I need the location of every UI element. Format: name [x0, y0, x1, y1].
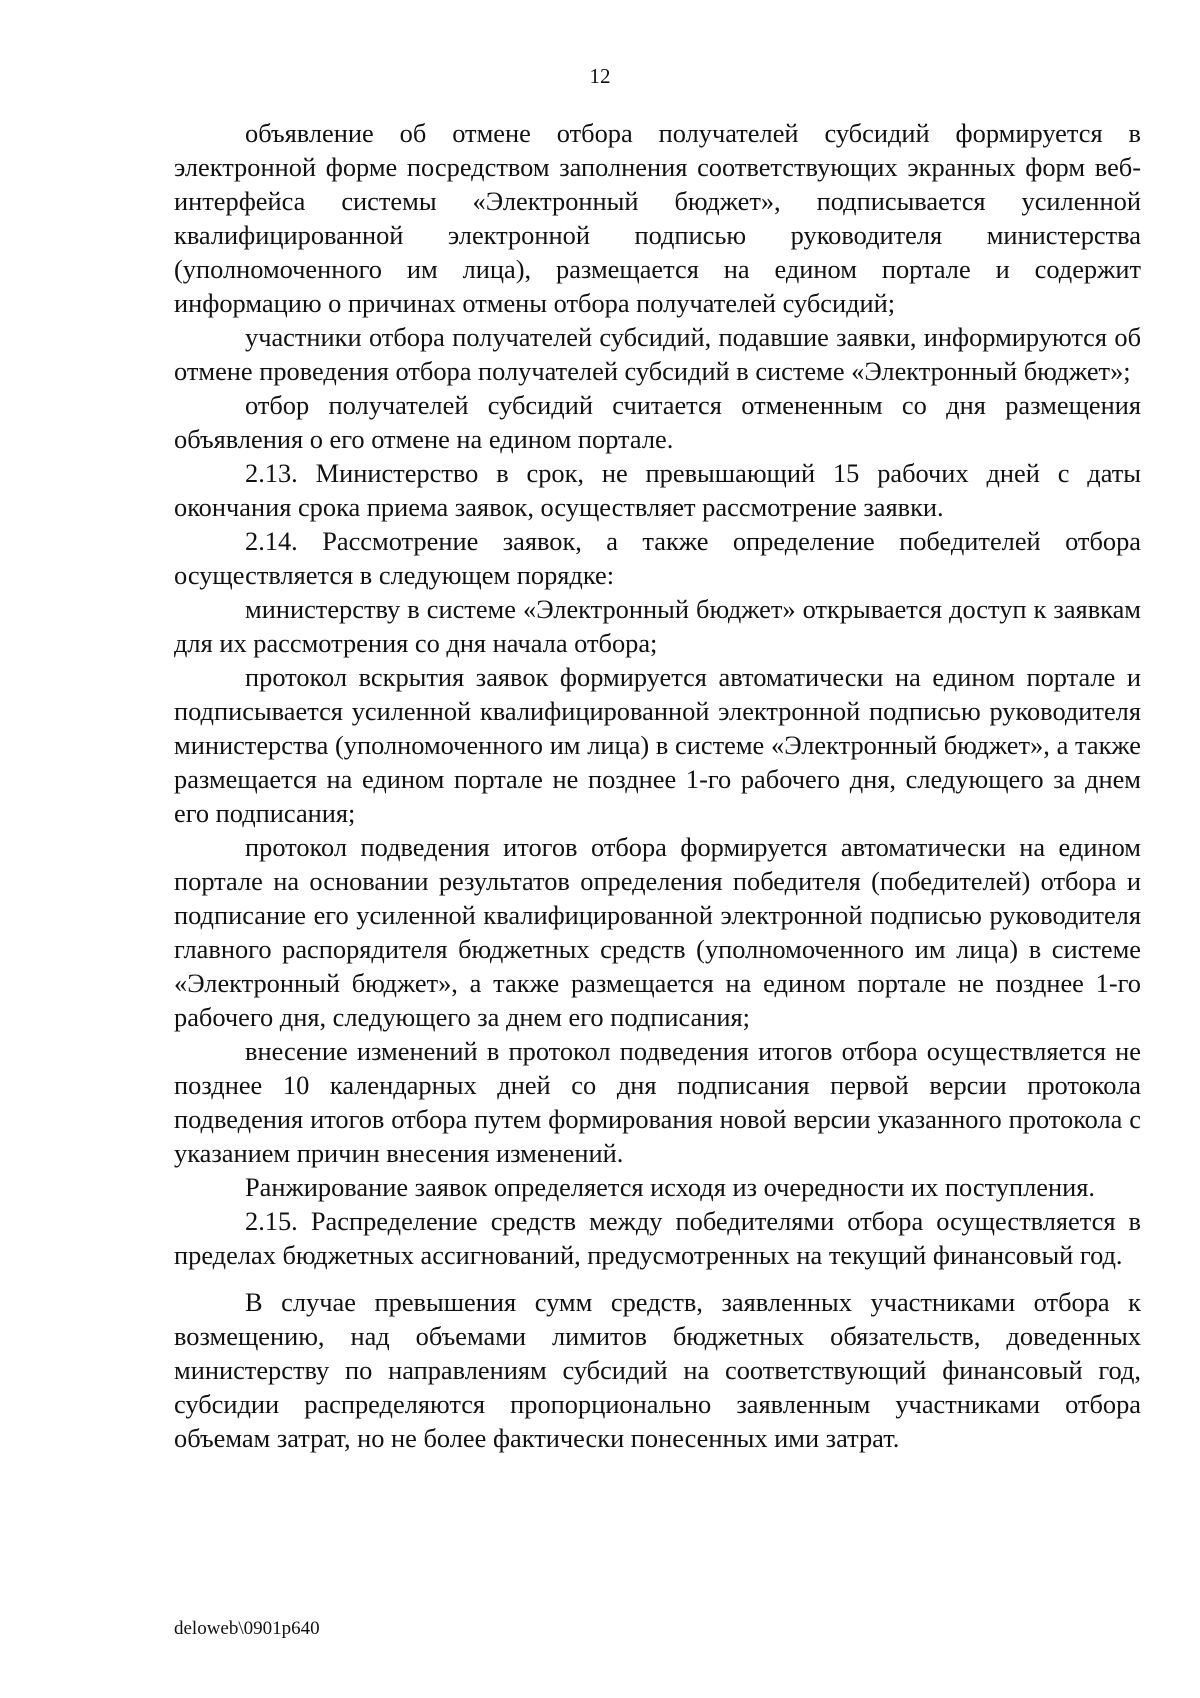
paragraph-cancellation-notice: объявление об отмене отбора получателей субсидий формируется в электронной форме посредством заполнения соответствующих экранных форм веб-интерфейса системы «Электронный бюджет», подписывается усиленной квалифицированной электронной подписью руководителя министерства (уполномоченного им лица), размещается на едином портале и содержит информацию о причинах отмены отбора получателей субсидий;	[174, 118, 1141, 318]
paragraph-opening-protocol: протокол вскрытия заявок формируется автоматически на едином портале и подписывается усиленной квалифицированной электронной подписью руководителя министерства (уполномоченного им лица) в системе «Электронный бюджет», а также размещается на едином портале не позднее 1-го рабочего дня, следующего за днем его подписания;	[174, 662, 1141, 828]
paragraph-protocol-changes: внесение изменений в протокол подведения итогов отбора осуществляется не позднее 10 календарных дней со дня подписания первой версии протокола подведения итогов отбора путем формирования новой версии указанного протокола с указанием причин внесения изменений.	[174, 1036, 1141, 1168]
footer-document-code: deloweb\0901p640	[174, 1618, 320, 1639]
paragraph-ranking: Ранжирование заявок определяется исходя из очередности их поступления.	[245, 1172, 1095, 1202]
paragraph-results-protocol: протокол подведения итогов отбора формируется автоматически на едином портале на основании результатов определения победителя (победителей) отбора и подписание его усиленной квалифицированной электронной подписью руководителя главного распорядителя бюджетных средств (уполномоченного им лица) в системе «Электронный бюджет», а также размещается на едином портале не позднее 1-го рабочего дня, следующего за днем его подписания;	[174, 832, 1141, 1032]
paragraph-clause-2-15: 2.15. Распределение средств между победителями отбора осуществляется в пределах бюджетных ассигнований, предусмотренных на текущий финансовый год.	[174, 1206, 1141, 1270]
paragraph-participants-informed: участники отбора получателей субсидий, подавшие заявки, информируются об отмене проведения отбора получателей субсидий в системе «Электронный бюджет»;	[174, 322, 1141, 386]
paragraph-selection-cancelled: отбор получателей субсидий считается отмененным со дня размещения объявления о его отмене на едином портале.	[174, 390, 1141, 454]
paragraph-proportional-distribution: В случае превышения сумм средств, заявленных участниками отбора к возмещению, над объемами лимитов бюджетных обязательств, доведенных министерству по направлениям субсидий на соответствующий финансовый год, субсидии распределяются пропорционально заявленным участниками отбора объемам затрат, но не более фактически понесенных ими затрат.	[174, 1287, 1141, 1453]
document-body	[174, 116, 1141, 1455]
paragraph-access-opened: министерству в системе «Электронный бюджет» открывается доступ к заявкам для их рассмотрения со дня начала отбора;	[174, 594, 1141, 658]
paragraph-clause-2-14: 2.14. Рассмотрение заявок, а также определение победителей отбора осуществляется в следующем порядке:	[174, 526, 1141, 590]
page-number: 12	[589, 64, 611, 88]
paragraph-clause-2-13: 2.13. Министерство в срок, не превышающий 15 рабочих дней с даты окончания срока приема заявок, осуществляет рассмотрение заявки.	[174, 458, 1141, 522]
